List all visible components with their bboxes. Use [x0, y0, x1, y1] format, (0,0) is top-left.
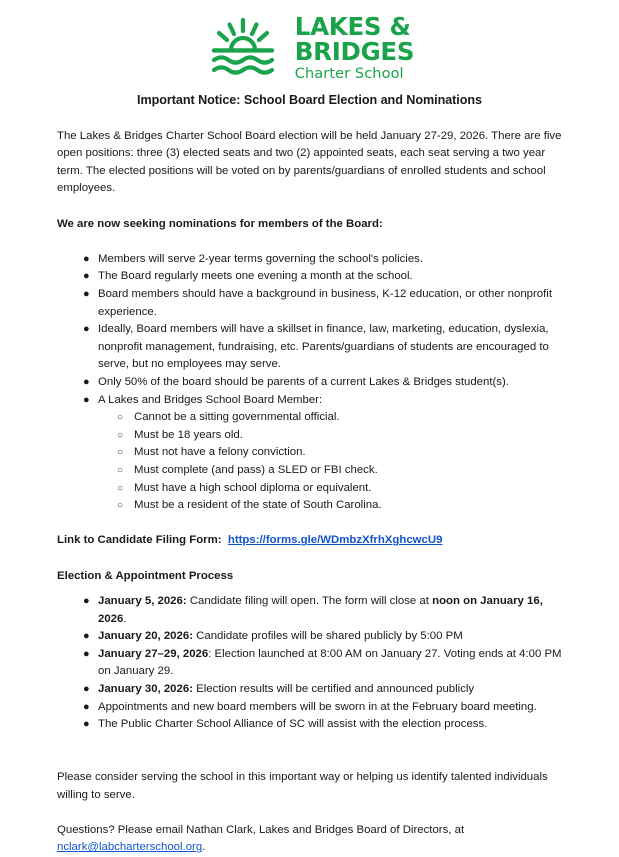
- sub-bullet-icon: ○: [117, 429, 124, 441]
- list-item: [98, 497, 562, 515]
- sub-bullet-icon: ○: [117, 464, 124, 476]
- bullet-icon: ●: [83, 270, 90, 283]
- process-text: The Public Charter School Alliance of SC will assist with the election process.: [98, 718, 488, 731]
- bullet-icon: ●: [83, 288, 90, 300]
- process-date: January 30, 2026:: [98, 683, 193, 696]
- bullet-icon: ●: [83, 683, 90, 696]
- list-item: [57, 392, 562, 515]
- bullet-icon: ●: [83, 630, 90, 643]
- list-item: [98, 480, 562, 498]
- sub-bullet-icon: ○: [117, 412, 124, 424]
- list-item-text: Only 50% of the board should be parents of a current Lakes & Bridges student(s).: [98, 375, 509, 388]
- list-item: [57, 699, 562, 717]
- list-item: [57, 321, 562, 374]
- process-text: : Election launched at 8:00 AM on January 27. Voting ends at 4:00 PM on January 29.: [98, 647, 562, 678]
- school-logo: [57, 0, 562, 81]
- list-item-text: Must be 18 years old.: [134, 428, 243, 441]
- list-item: [57, 251, 562, 269]
- process-text: Election results will be certified and announced publicly: [193, 683, 475, 696]
- list-item-text: Must be a resident of the state of South Carolina.: [134, 499, 382, 512]
- sun-over-water-icon: [205, 16, 281, 80]
- list-item: [57, 681, 562, 699]
- logo-subtitle: Charter School: [294, 65, 404, 82]
- member-requirements-list: [98, 409, 562, 515]
- list-item: [57, 593, 562, 628]
- intro-paragraph: The Lakes & Bridges Charter School Board election will be held January 27-29, 2026. There are five open positions: three (3) elected seats and two (2) appointed seats, each seat serving a two year term. The elected positions will be voted on by parents/guardians of enrolled students and school employees.: [57, 129, 562, 195]
- process-date: January 20, 2026:: [98, 630, 193, 643]
- list-item: [57, 374, 562, 392]
- bullet-icon: ●: [83, 375, 90, 388]
- bullet-icon: ●: [83, 718, 90, 731]
- list-item-text: Must not have a felony conviction.: [134, 446, 306, 459]
- list-item: [98, 444, 562, 462]
- bullet-icon: ●: [83, 323, 90, 336]
- nomination-bullet-list: [57, 251, 562, 515]
- list-item: [57, 268, 562, 286]
- list-item-text: The Board regularly meets one evening a month at the school.: [98, 270, 413, 283]
- list-item: [98, 462, 562, 480]
- candidate-filing-form-link[interactable]: https://forms.gle/WDmbzXfrhXghcwcU9: [227, 534, 443, 547]
- bullet-icon: ●: [83, 700, 90, 713]
- list-item: [98, 409, 562, 427]
- list-item-text: Ideally, Board members will have a skillset in finance, law, marketing, education, dyslexia, nonprofit management, fundraising, etc. Parents/guardians of students are encouraged to serve, but no employees may serve.: [98, 323, 549, 371]
- sub-bullet-icon: ○: [117, 500, 124, 512]
- process-text: Candidate filing will open. The form will close at: [186, 595, 433, 608]
- contact-email-link[interactable]: nclark@labcharterschool.org: [57, 841, 203, 854]
- list-item: [57, 646, 562, 681]
- logo-name-line-1: LAKES &: [294, 12, 411, 41]
- list-item-text: Members will serve 2-year terms governing the school's policies.: [98, 252, 424, 265]
- process-emphasis: noon on January 16, 2026: [98, 595, 543, 625]
- list-item-text: Board members should have a background in business, K-12 education, or other nonprofit experience.: [98, 288, 553, 318]
- list-item: [98, 427, 562, 445]
- questions-paragraph: [57, 822, 562, 857]
- process-date: January 5, 2026:: [98, 595, 187, 608]
- bullet-icon: ●: [83, 393, 90, 406]
- bullet-icon: ●: [83, 252, 90, 265]
- document-body: [57, 92, 562, 857]
- process-text: Candidate profiles will be shared publicly by 5:00 PM: [193, 630, 463, 643]
- process-bullet-list: [57, 593, 562, 734]
- sub-bullet-icon: ○: [117, 447, 124, 459]
- questions-tail-text: .: [202, 841, 206, 854]
- list-item: [57, 286, 562, 321]
- bullet-icon: ●: [83, 647, 90, 660]
- process-date: January 27–29, 2026: [98, 647, 209, 660]
- logo-name-line-2: BRIDGES: [294, 36, 415, 66]
- list-item: [57, 628, 562, 646]
- list-item-text: Must have a high school diploma or equivalent.: [134, 481, 372, 494]
- process-text: Appointments and new board members will be sworn in at the February board meeting.: [98, 700, 537, 713]
- page-title: Important Notice: School Board Election and Nominations: [137, 93, 482, 108]
- process-text-tail: .: [123, 612, 127, 625]
- questions-lead-text: Questions? Please email Nathan Clark, Lakes and Bridges Board of Directors, at: [57, 823, 465, 836]
- sub-bullet-icon: ○: [117, 482, 124, 494]
- list-item-text: Must complete (and pass) a SLED or FBI check.: [134, 463, 378, 476]
- bullet-icon: ●: [83, 595, 90, 608]
- nominations-heading: We are now seeking nominations for members of the Board:: [57, 217, 383, 230]
- filing-form-label: Link to Candidate Filing Form:: [57, 534, 222, 547]
- list-item-text: A Lakes and Bridges School Board Member:: [98, 393, 323, 406]
- list-item: [57, 716, 562, 734]
- list-item-text: Cannot be a sitting governmental official.: [134, 411, 340, 424]
- filing-form-line: [57, 532, 562, 550]
- process-heading: Election & Appointment Process: [57, 569, 234, 582]
- closing-paragraph: Please consider serving the school in this important way or helping us identify talented individuals willing to serve.: [57, 771, 548, 801]
